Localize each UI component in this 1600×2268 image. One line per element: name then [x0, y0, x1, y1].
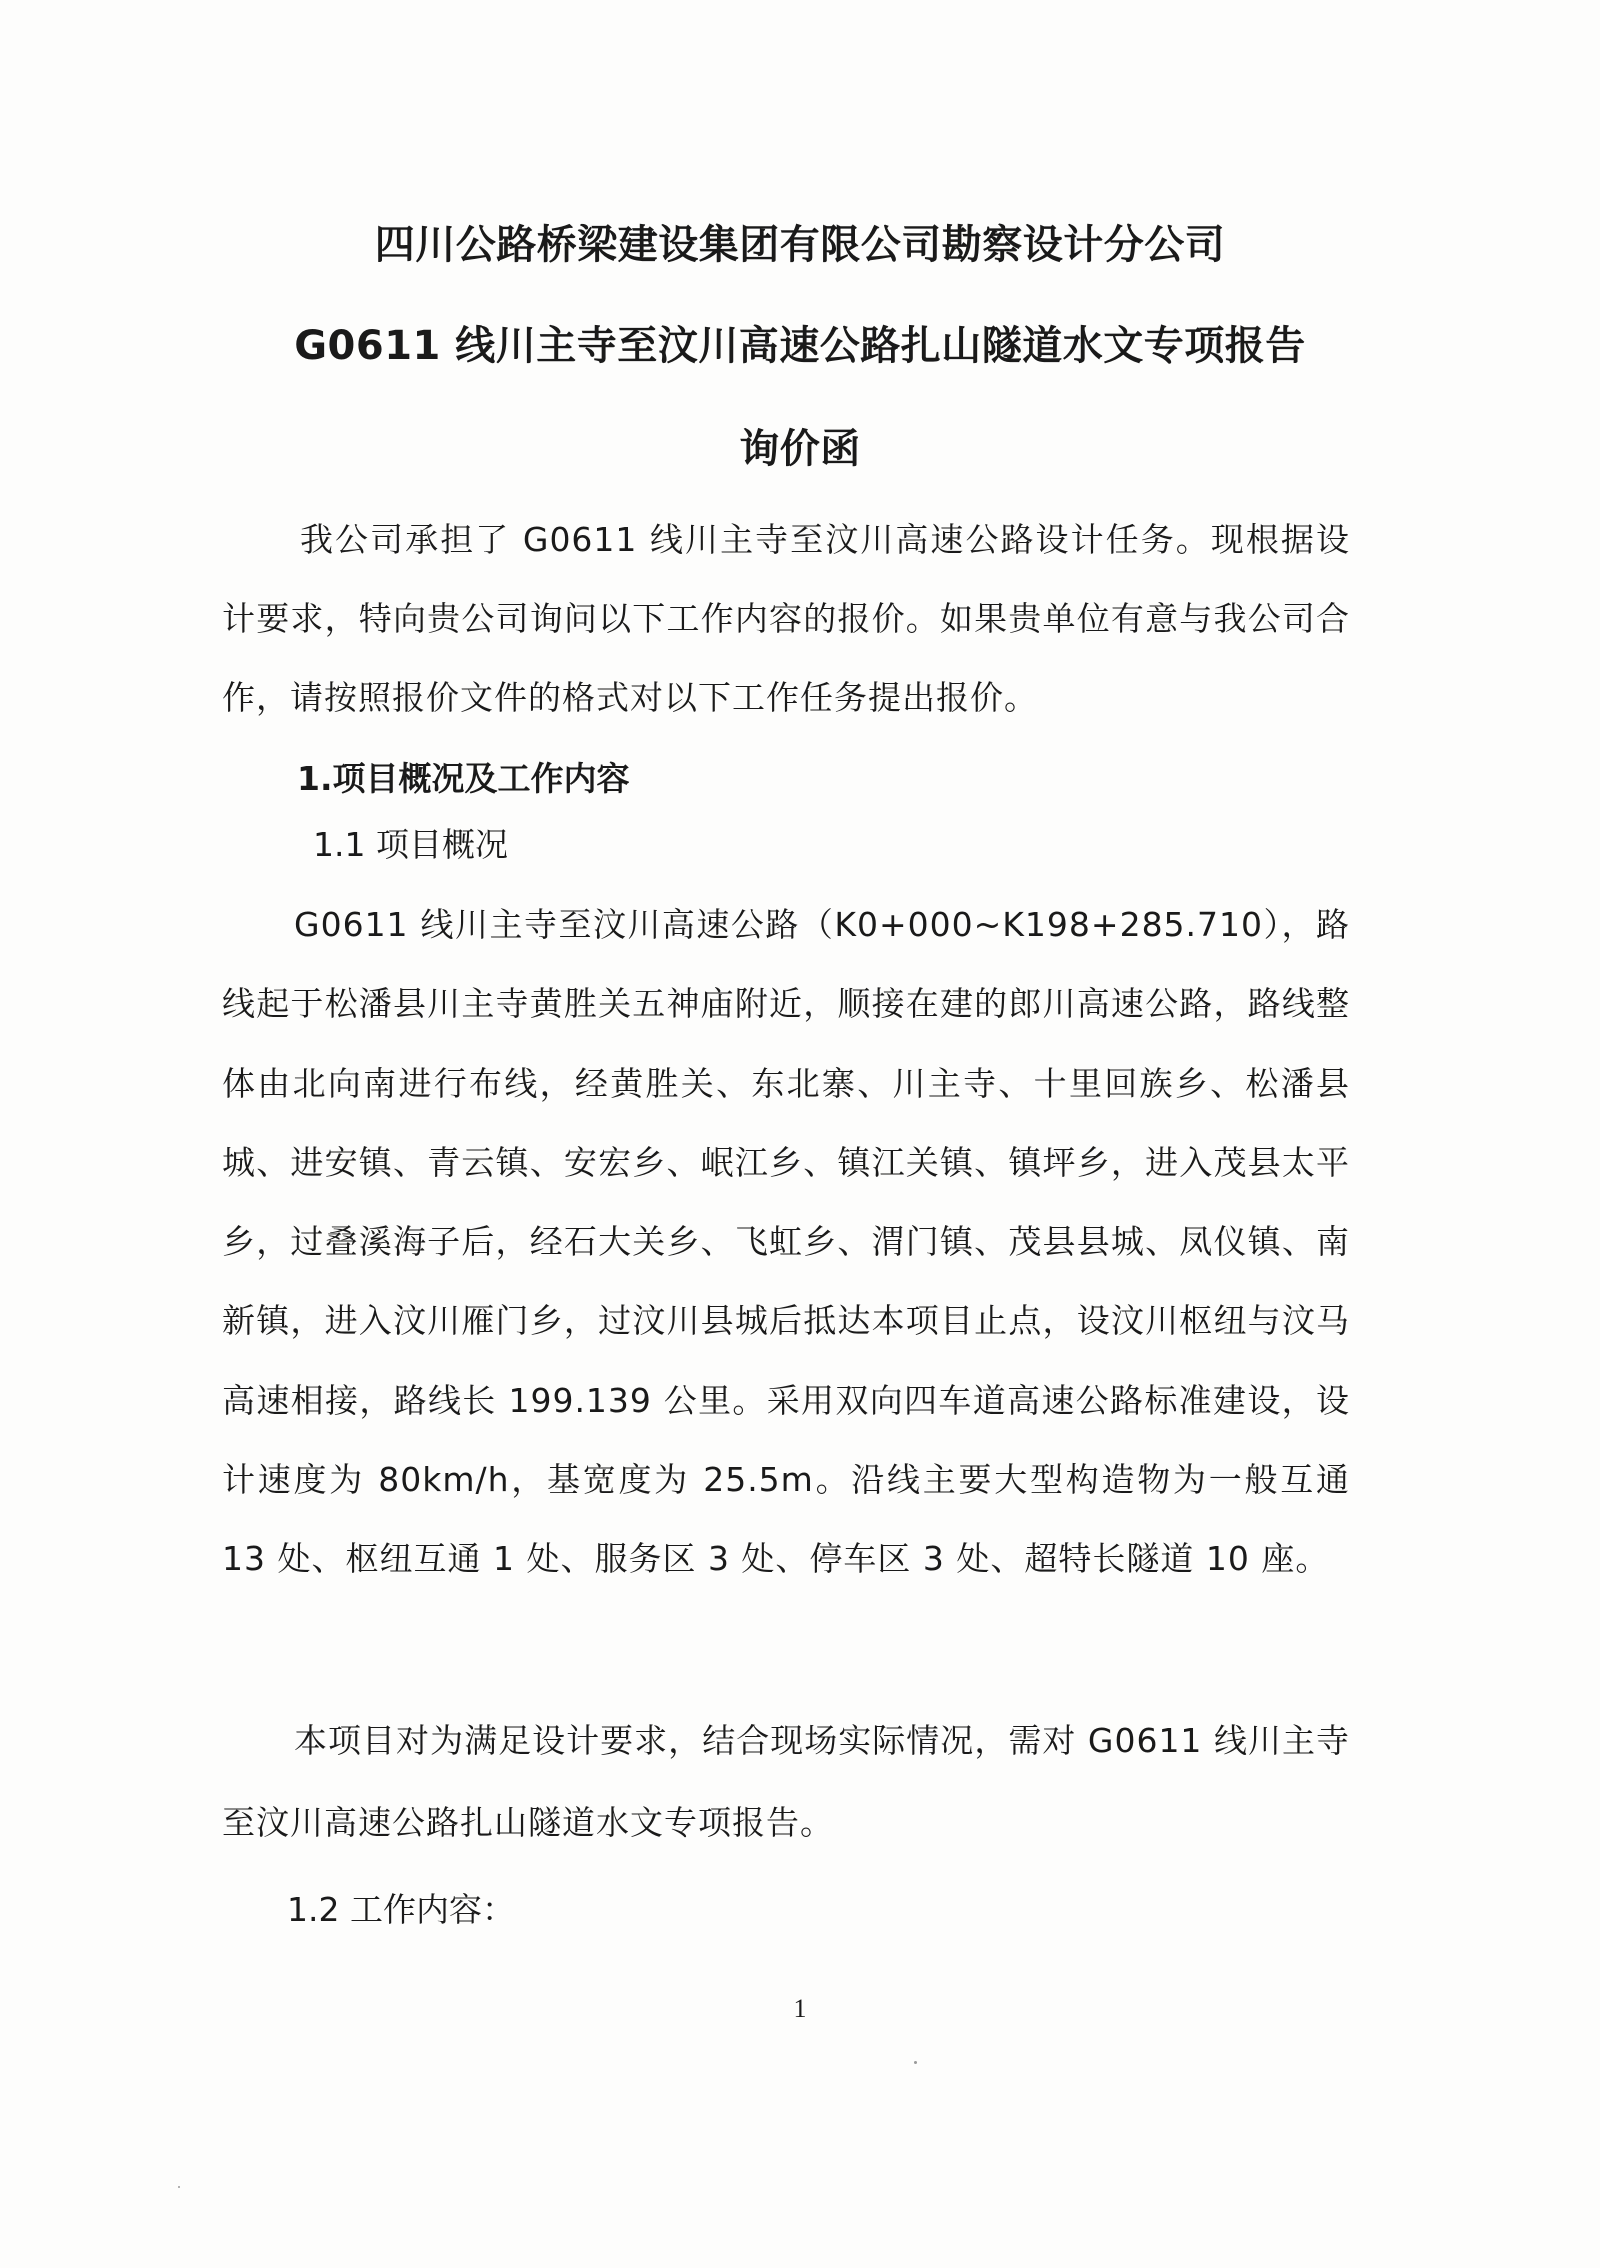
scan-speck — [914, 2061, 917, 2064]
page-number: 1 — [793, 1994, 807, 2023]
project-overview-paragraph: G0611 线川主寺至汶川高速公路（K0+000~K198+285.710），路线起于松潘县川主寺黄胜关五神庙附近，顺接在建的郎川高速公路，路线整体由北向南进行布线，经黄胜关、东北寨、川主寺、十里回族乡、松潘县城、进安镇、青云镇、安宏乡、岷江乡、镇江关镇、镇坪乡，进入茂县太平乡，过叠溪海子后，经石大关乡、飞虹乡、渭门镇、茂县县城、凤仪镇、南新镇，进入汶川雁门乡，过汶川县城后抵达本项目止点，设汶川枢纽与汶马高速相接，路线长 199.139 公里。采用双向四车道高速公路标准建设，设计速度为 80km/h，基宽度为 25.5m。沿线主要大型构造物为一般互通 13 处、枢纽互通 1 处、服务区 3 处、停车区 3 处、超特长隧道 10 座。 — [222, 905, 1350, 1579]
letter-title: 询价函 — [739, 426, 861, 472]
requirement-paragraph: 本项目对为满足设计要求，结合现场实际情况，需对 G0611 线川主寺至汶川高速公路扎山隧道水文专项报告。 — [222, 1721, 1350, 1842]
report-title: G0611 线川主寺至汶川高速公路扎山隧道水文专项报告 — [294, 323, 1306, 369]
intro-paragraph: 我公司承担了 G0611 线川主寺至汶川高速公路设计任务。现根据设计要求，特向贵公司询问以下工作内容的报价。如果贵单位有意与我公司合作，请按照报价文件的格式对以下工作任务提出报价。 — [222, 520, 1350, 717]
section-1-2-heading: 1.2 工作内容： — [287, 1890, 515, 1929]
section-1-heading: 1.项目概况及工作内容 — [297, 759, 630, 798]
section-1-1-heading: 1.1 项目概况 — [313, 825, 508, 864]
scan-speck — [178, 2186, 180, 2188]
company-title: 四川公路桥梁建设集团有限公司勘察设计分公司 — [374, 222, 1226, 268]
